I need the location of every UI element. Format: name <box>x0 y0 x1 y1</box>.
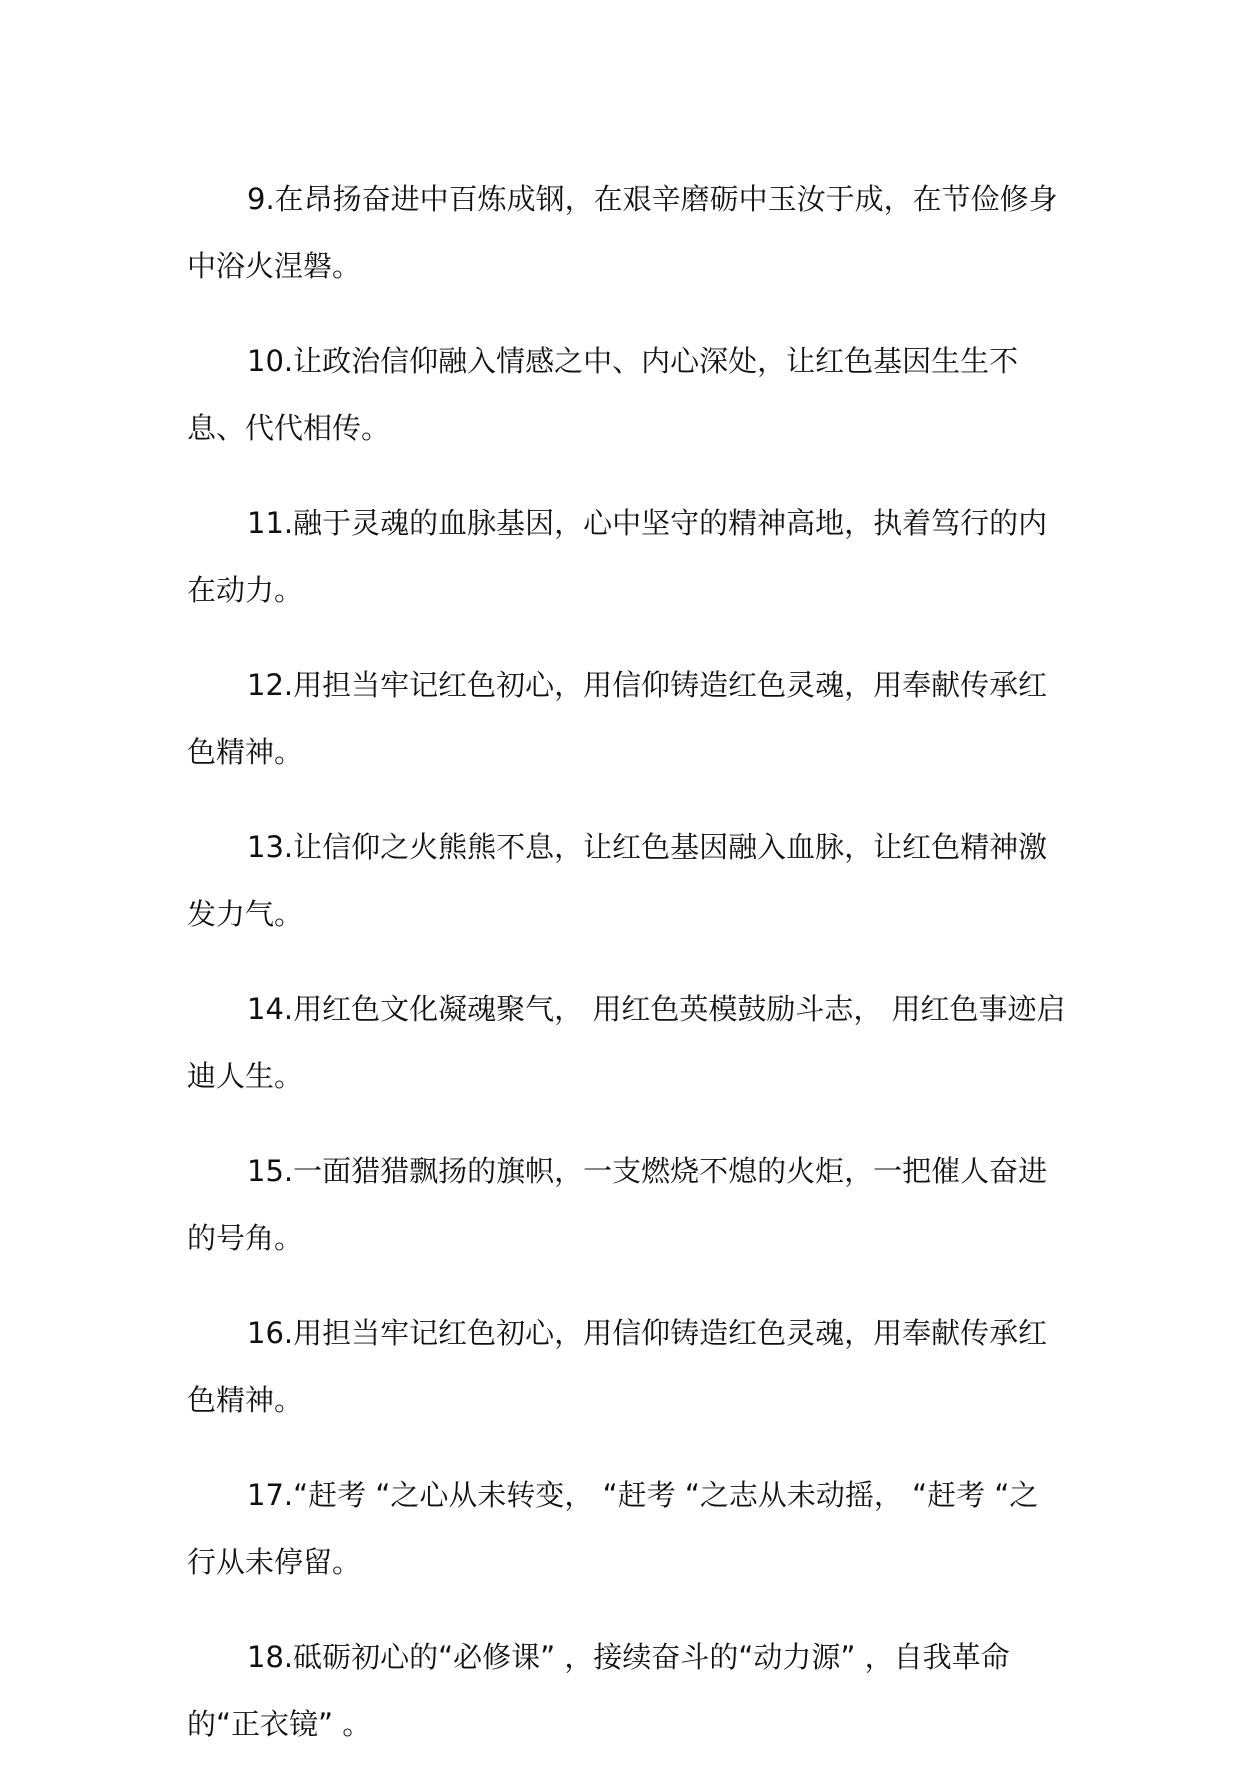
list-item: 17.“赶考 “之心从未转变， “赶考 “之志从未动摇， “赶考 “之行从未停留。 <box>187 1478 1039 1579</box>
list-item: 10.让政治信仰融入情感之中、内心深处，让红色基因生生不息、代代相传。 <box>187 344 1019 445</box>
list-item: 12.用担当牢记红色初心，用信仰铸造红色灵魂，用奉献传承红色精神。 <box>187 668 1048 769</box>
list-item: 15.一面猎猎飘扬的旗帜，一支燃烧不熄的火炬，一把催人奋进的号角。 <box>187 1154 1048 1255</box>
list-item: 16.用担当牢记红色初心，用信仰铸造红色灵魂，用奉献传承红色精神。 <box>187 1316 1048 1417</box>
list-item: 18.砥砺初心的“必修课” ，接续奋斗的“动力源” ，自我革命的“正衣镜” 。 <box>187 1640 1010 1741</box>
list-item: 9.在昂扬奋进中百炼成钢，在艰辛磨砺中玉汝于成，在节俭修身中浴火涅磐。 <box>187 182 1058 283</box>
list-item: 11.融于灵魂的血脉基因，心中坚守的精神高地，执着笃行的内在动力。 <box>187 506 1048 607</box>
list-item: 13.让信仰之火熊熊不息，让红色基因融入血脉，让红色精神激发力气。 <box>187 830 1048 931</box>
list-item: 14.用红色文化凝魂聚气， 用红色英模鼓励斗志， 用红色事迹启迪人生。 <box>187 992 1066 1093</box>
document-body <box>187 166 1067 1786</box>
